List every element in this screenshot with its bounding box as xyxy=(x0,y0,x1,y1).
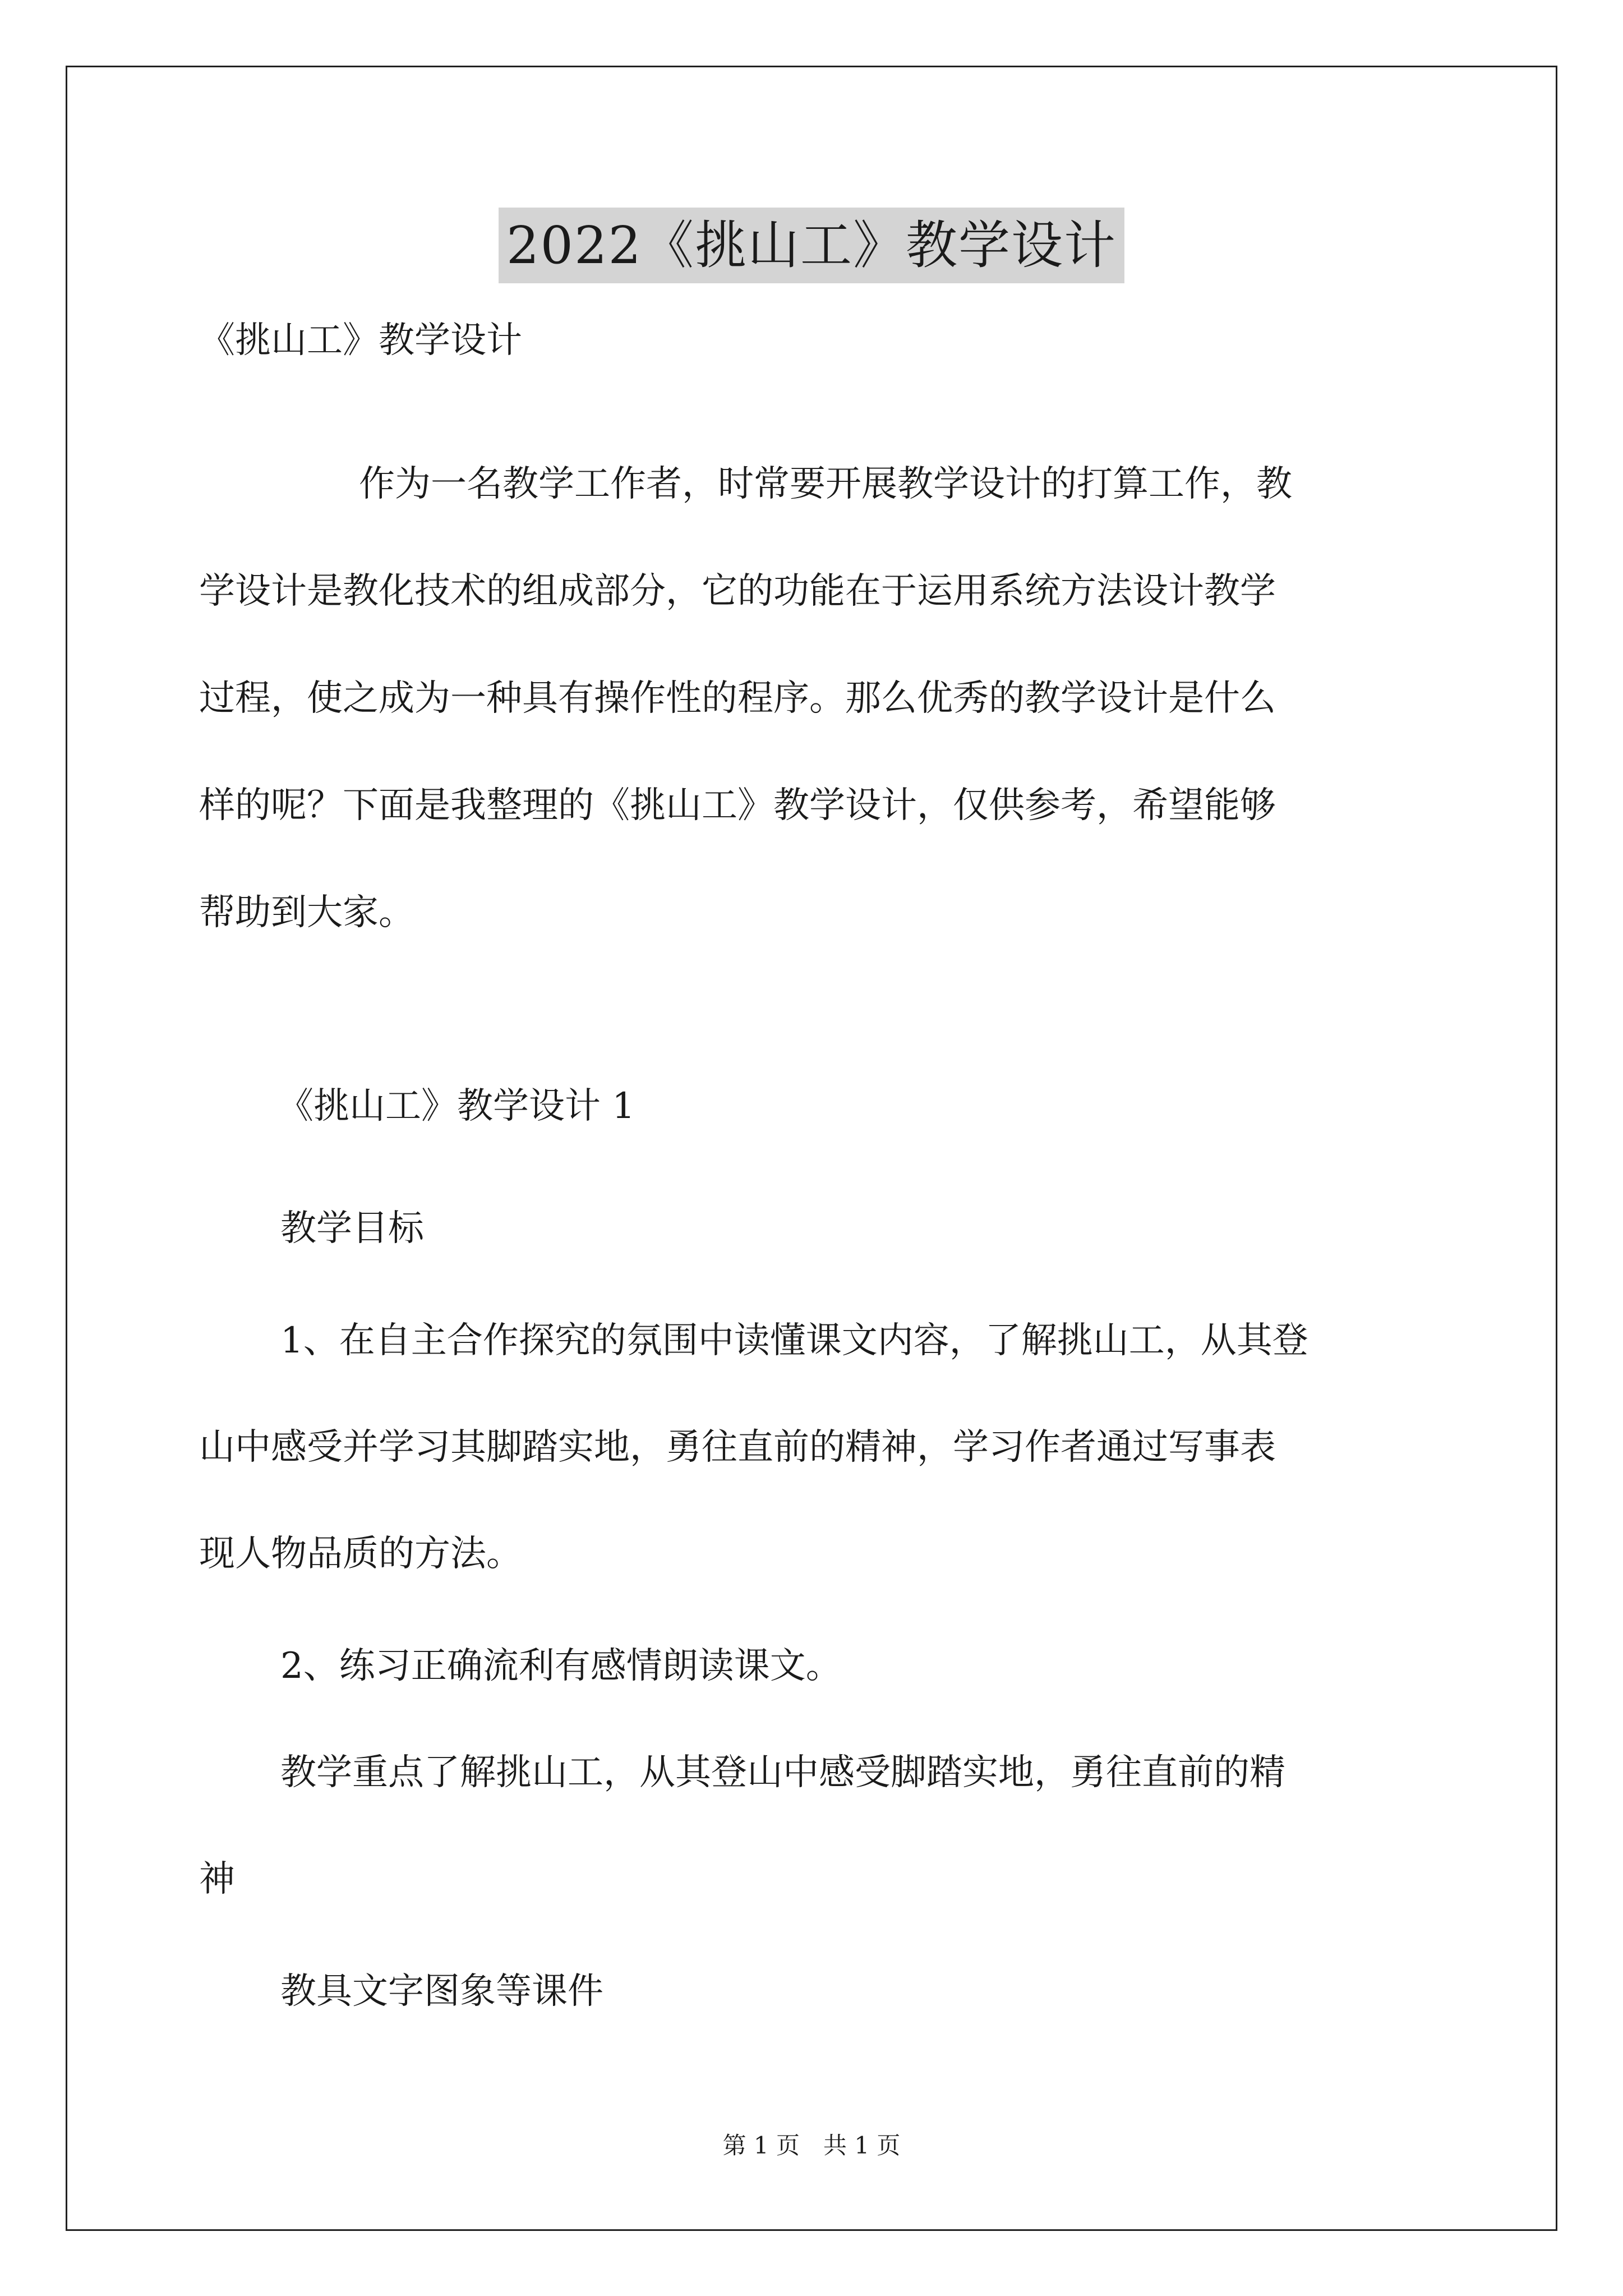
objectives-heading: 教学目标 xyxy=(280,1208,424,1249)
title-container xyxy=(0,208,1623,283)
intro-line-3: 过程，使之成为一种具有操作性的程序。那么优秀的教学设计是什么 xyxy=(199,678,1276,719)
key-point-line-2: 神 xyxy=(199,1858,235,1900)
intro-line-2: 学设计是教化技术的组成部分，它的功能在于运用系统方法设计教学 xyxy=(199,570,1276,612)
document-title: 2022《挑山工》教学设计 xyxy=(499,208,1124,283)
page-border xyxy=(66,66,1557,2231)
objective-2: 2、练习正确流利有感情朗读课文。 xyxy=(280,1645,842,1687)
intro-line-4: 样的呢？下面是我整理的《挑山工》教学设计，仅供参考，希望能够 xyxy=(199,785,1276,826)
objective-1-line-3: 现人物品质的方法。 xyxy=(199,1533,522,1575)
intro-line-1: 作为一名教学工作者，时常要开展教学设计的打算工作，教 xyxy=(359,463,1292,505)
key-point-line-1: 教学重点了解挑山工，从其登山中感受脚踏实地，勇往直前的精 xyxy=(280,1752,1285,1793)
teaching-aids: 教具文字图象等课件 xyxy=(280,1971,603,2012)
intro-line-5: 帮助到大家。 xyxy=(199,892,414,933)
objective-1-line-1: 1、在自主合作探究的氛围中读懂课文内容，了解挑山工，从其登 xyxy=(280,1320,1308,1361)
document-subtitle: 《挑山工》教学设计 xyxy=(199,320,522,361)
page-footer: 第 1 页 共 1 页 xyxy=(722,2132,901,2159)
section-heading: 《挑山工》教学设计 1 xyxy=(278,1085,635,1127)
objective-1-line-2: 山中感受并学习其脚踏实地，勇往直前的精神，学习作者通过写事表 xyxy=(199,1427,1276,1468)
